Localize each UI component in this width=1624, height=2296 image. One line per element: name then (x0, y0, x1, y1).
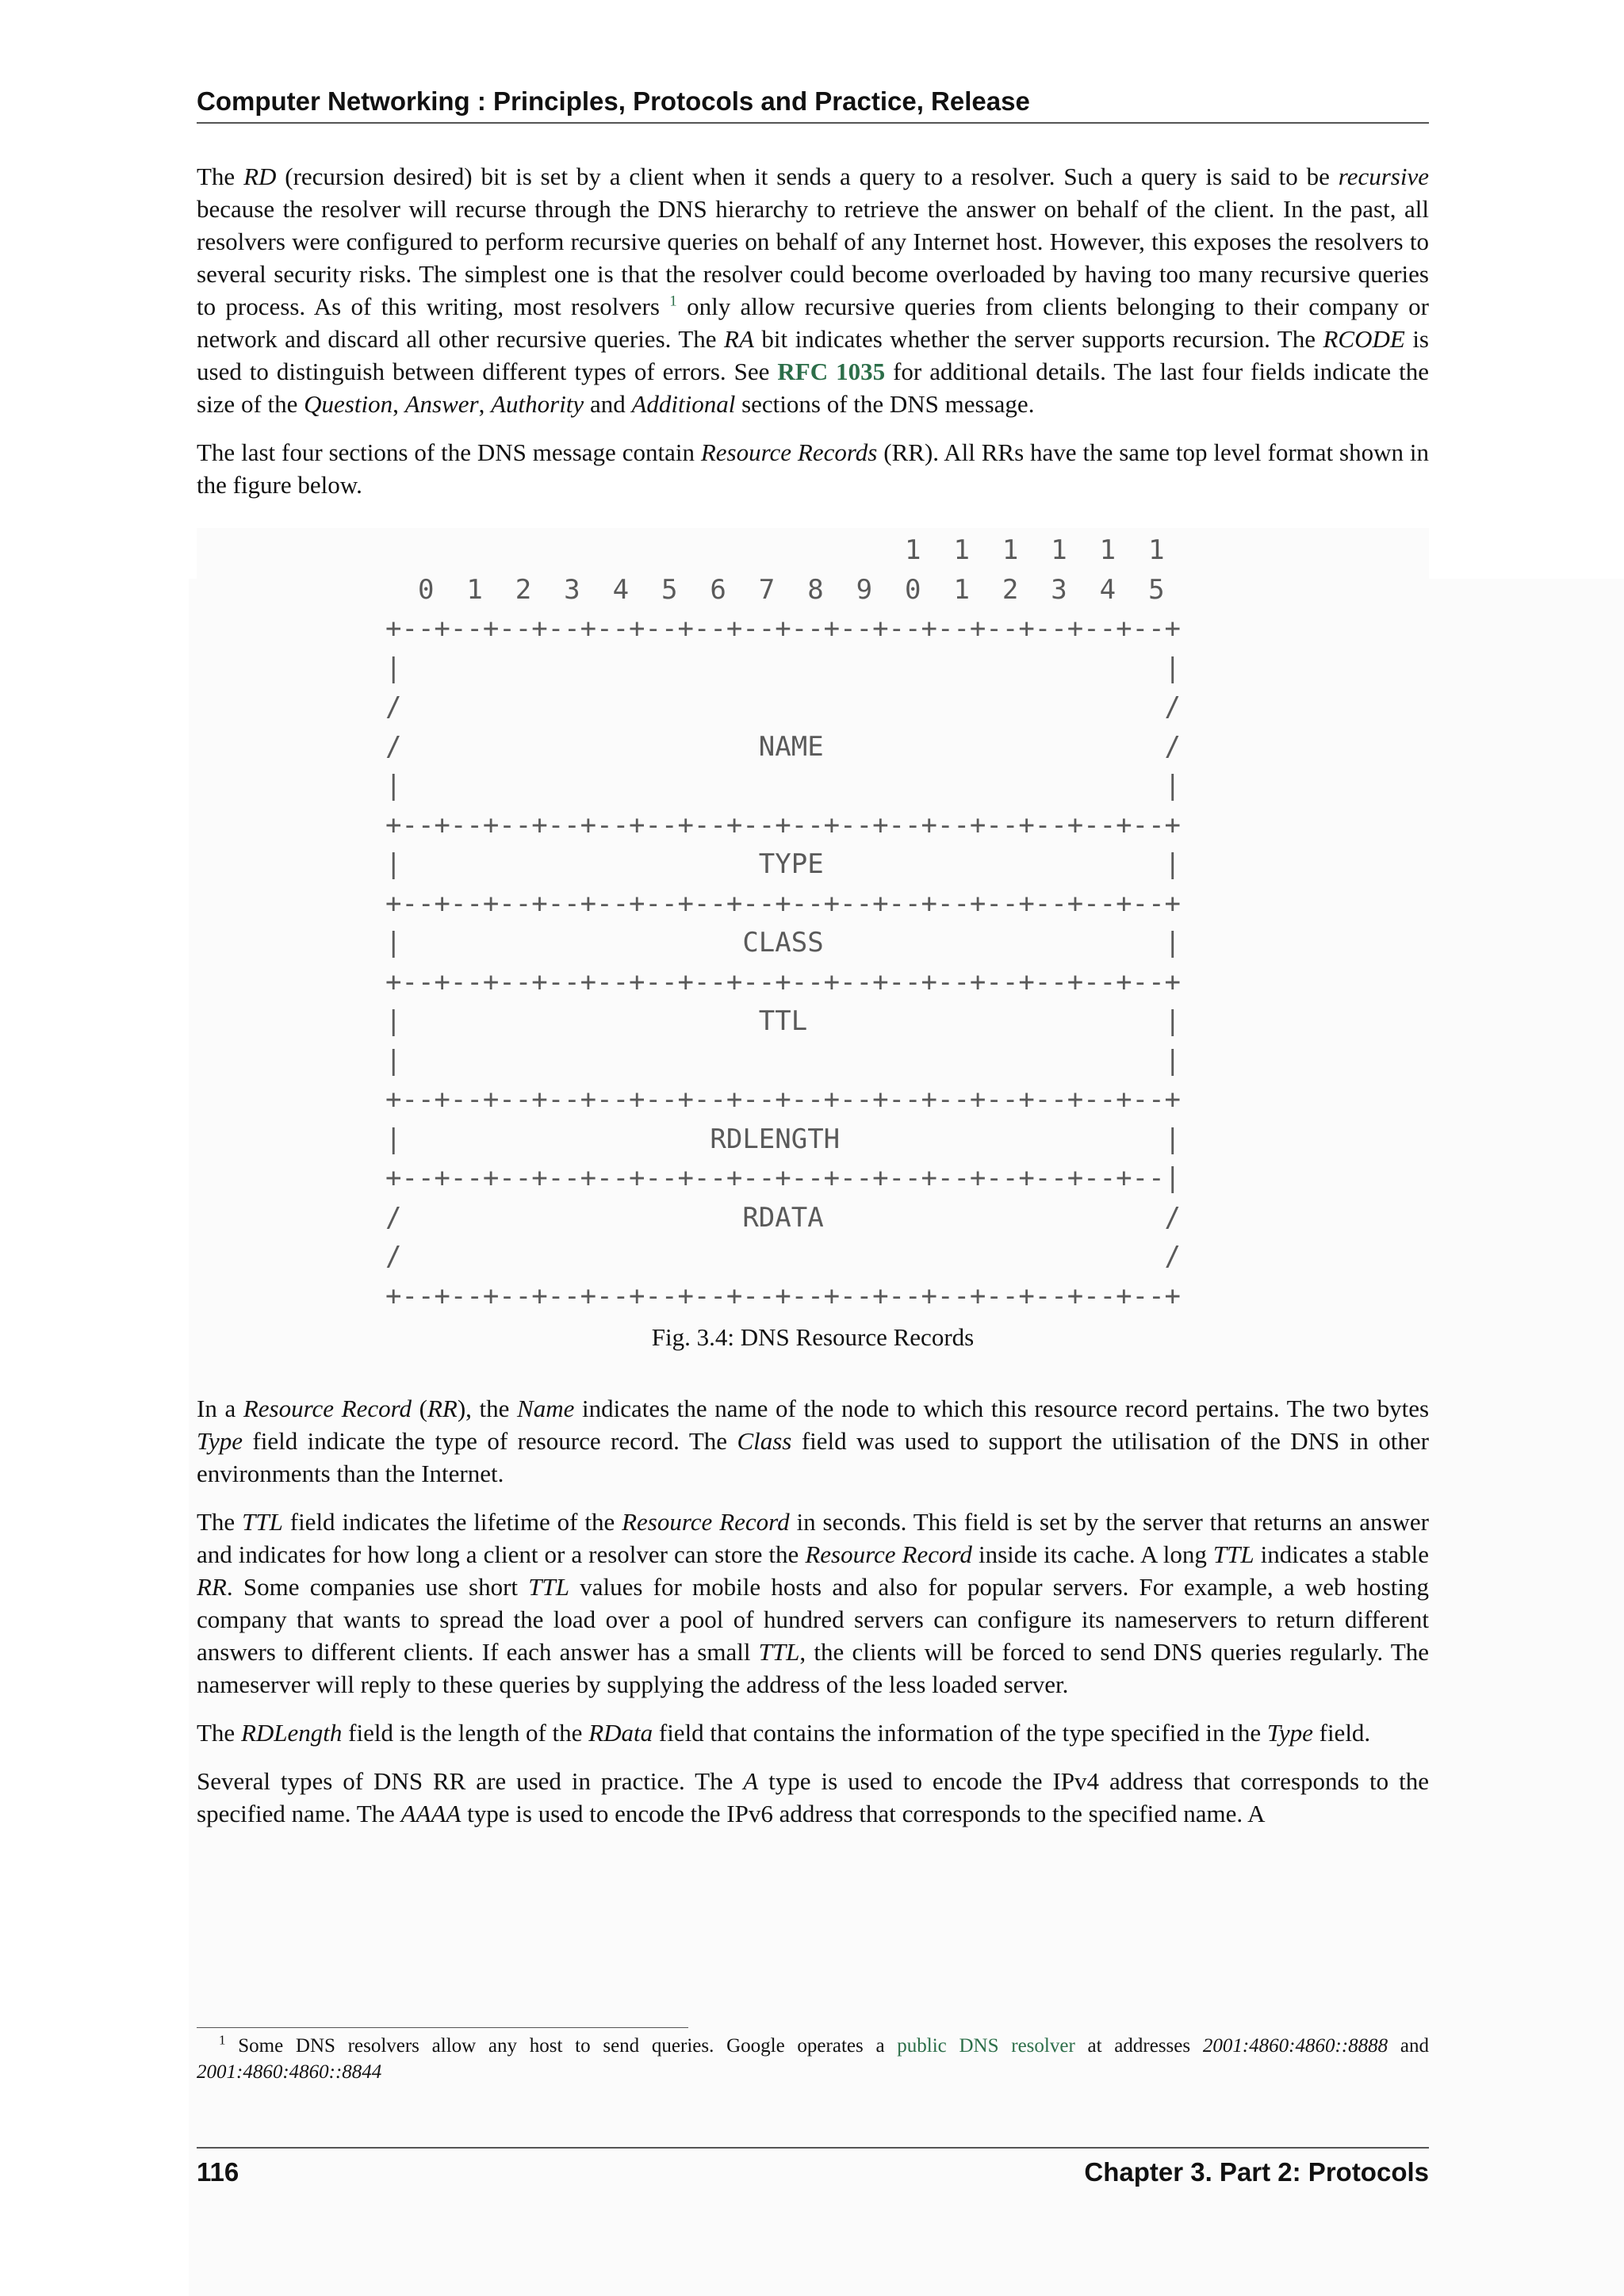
paragraph-ttl: The TTL field indicates the lifetime of the Resource Record in seconds. This field is set by the server that returns an answer and indicates for how long a client or a resolver can store the Resource Record inside its cache. A long TTL indicates a stable RR. Some companies use short TTL values for mobile hosts and also for popular servers. For example, a web hosting company that wants to spread the load over a pool of hundred servers can configure its nameservers to return different answers to different clients. If each answer has a small TTL, the clients will be forced to send DNS queries regularly. The nameserver will reply to these queries by supplying the address of the less loaded server. (197, 1508, 1430, 1698)
footer-divider (197, 2147, 1429, 2149)
page-number: 116 (197, 2157, 239, 2187)
paragraph-rdlength: The RDLength field is the length of the RData field that contains the information of the type specified in the Type field. (197, 1719, 1371, 1747)
public-dns-resolver-link[interactable]: public DNS resolver (897, 2035, 1075, 2057)
paragraph-rr-types: Several types of DNS RR are used in practice. The A type is used to encode the IPv4 address that corresponds to the specified name. The AAAA type is used to encode the IPv6 address that corresponds to the specified name. A (197, 1767, 1429, 1827)
paragraph-rr-name-type-class: In a Resource Record (RR), the Name indicates the name of the node to which this resource record pertains. The two bytes Type field indicate the type of resource record. The Class field was used to support the utilisation of the DNS in other environments than the Internet. (197, 1395, 1430, 1487)
rr-format-diagram: 1 1 1 1 1 1 0 1 2 3 4 5 6 7 8 9 0 1 2 3 4 5 +--+--+--+--+--+--+--+--+--+--+--+--+--+--+--+--+ | | / / / NAME / | | +--+--+--+--+--+--+--+--+--+--+--+--+--+--+--+--+ | TYPE | +--+--+--+--+--+--+--+--+--+--+--+--+--+--+--+--+ | CLASS | +--+--+--+--+--+--+--+--+--+--+--+--+--+--+--+--+ | TTL | | | +--+--+--+--+--+--+--+--+--+--+--+--+--+--+--+--+ | RDLENGTH | +--+--+--+--+--+--+--+--+--+--+--+--+--+--+--+--| / RDATA / / / +--+--+--+--+--+--+--+--+--+--+--+--+--+--+--+--+ (385, 534, 1182, 1312)
footnote-number: 1 (219, 2032, 226, 2048)
running-header-title: Computer Networking : Principles, Protocols and Practice, Release (197, 86, 1030, 116)
page-content (197, 86, 1429, 1830)
footnote-1: $^1$ Some DNS resolvers allow any host to send queries. Google operates a public DNS resolver at addresses 2001:4860:4860::8888 and 2001:4860:4860::8844 (197, 2032, 1429, 2083)
running-header (197, 86, 1429, 124)
paragraph-resource-records-intro: The last four sections of the DNS message contain Resource Records (RR). All RRs have the same top level format shown in the figure below. (197, 438, 1429, 499)
footnote-divider (197, 2027, 688, 2028)
chapter-title: Chapter 3. Part 2: Protocols (1084, 2157, 1429, 2187)
figure-dns-resource-records (197, 528, 1429, 1351)
page-footer (197, 2156, 1429, 2188)
rfc-1035-link[interactable]: RFC 1035 (777, 358, 886, 385)
footnote-ref-link[interactable]: 1 (669, 293, 677, 310)
paragraph-rd-bit: The RD (recursion desired) bit is set by a client when it sends a query to a resolver. Such a query is said to be recursive because the resolver will recurse through the DNS hierarchy to retrieve the answer on behalf of the client. In the past, all resolvers were configured to perform recursive queries on behalf of any Internet host. However, this exposes the resolvers to several security risks. The simplest one is that the resolver could become overloaded by having too many recursive queries to process. As of this writing, most resolvers $^1$ only allow recursive queries from clients belonging to their company or network and discard all other recursive queries. The RA bit indicates whether the server supports recursion. The RCODE is used to distinguish between different types of errors. See RFC 1035 for additional details. The last four fields indicate the size of the Question, Answer, Authority and Additional sections of the DNS message. (197, 163, 1430, 418)
figure-caption: Fig. 3.4: DNS Resource Records (651, 1323, 975, 1351)
